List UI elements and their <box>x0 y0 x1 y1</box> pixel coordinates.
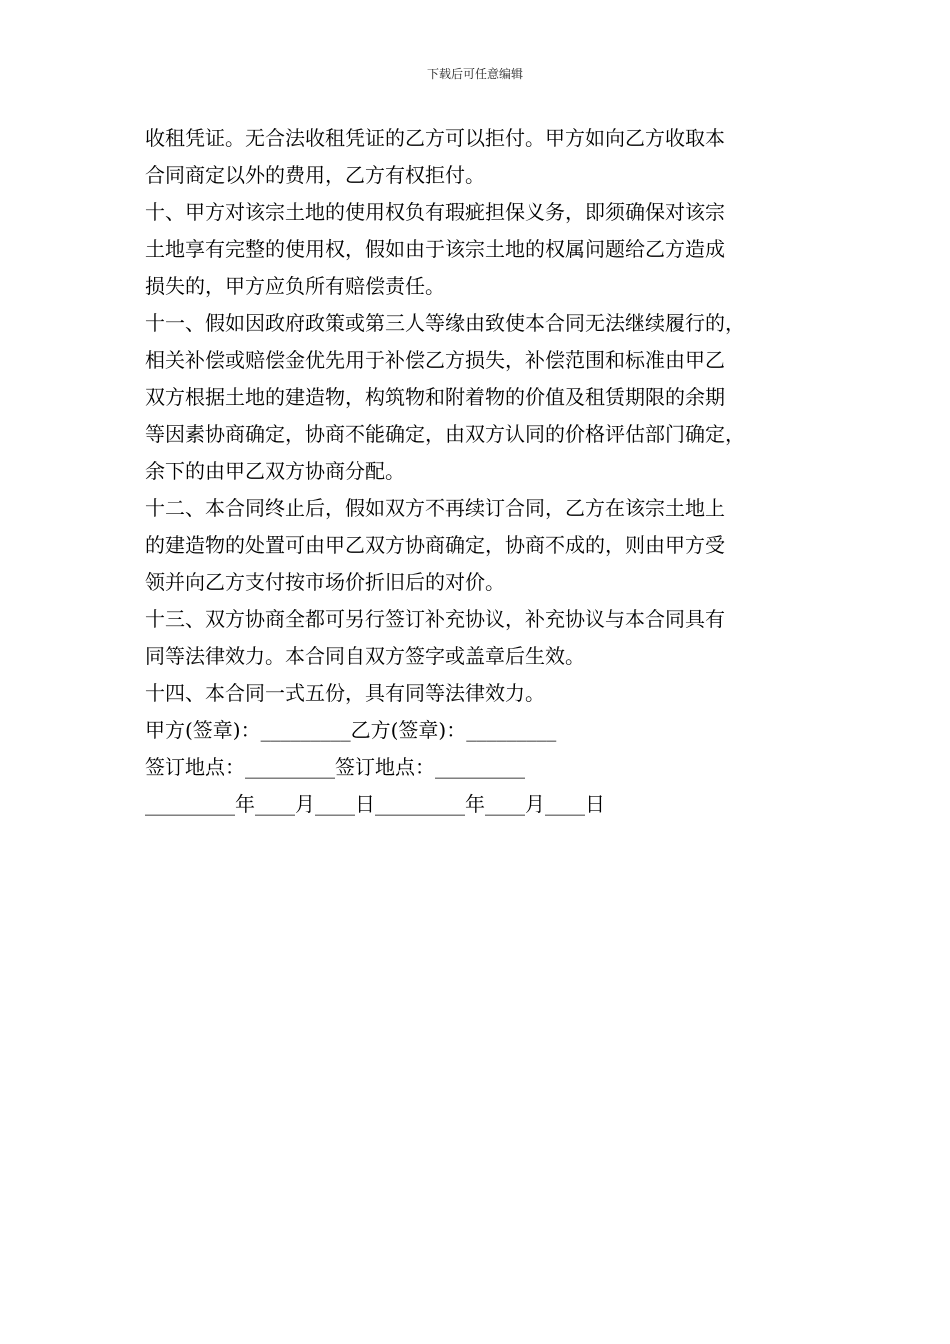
text-line: 土地享有完整的使用权，假如由于该宗土地的权属问题给乙方造成 <box>145 237 725 261</box>
signature-line: 甲方(签章)：_________乙方(签章)：_________ <box>145 718 557 742</box>
page-header-note: 下载后可任意编辑 <box>426 67 523 81</box>
contract-body <box>145 120 825 823</box>
text-line: 收租凭证。无合法收租凭证的乙方可以拒付。甲方如向乙方收取本 <box>145 126 725 150</box>
text-line: 余下的由甲乙双方协商分配。 <box>145 459 405 483</box>
text-line: 双方根据土地的建造物，构筑物和附着物的价值及租赁期限的余期 <box>145 385 725 409</box>
date-line: _________年____月____日_________年____月____日 <box>145 792 605 816</box>
clause-12: 十二、本合同终止后，假如双方不再续订合同，乙方在该宗土地上 <box>145 496 725 520</box>
clause-14: 十四、本合同一式五份，具有同等法律效力。 <box>145 681 545 705</box>
clause-13: 十三、双方协商全都可另行签订补充协议，补充协议与本合同具有 <box>145 607 725 631</box>
text-line: 合同商定以外的费用，乙方有权拒付。 <box>145 163 485 187</box>
text-line: 损失的，甲方应负所有赔偿责任。 <box>145 274 445 298</box>
text-line: 同等法律效力。本合同自双方签字或盖章后生效。 <box>145 644 585 668</box>
text-line: 相关补偿或赔偿金优先用于补偿乙方损失，补偿范围和标准由甲乙 <box>145 348 725 372</box>
signing-place-line: 签订地点：_________签订地点：_________ <box>145 755 525 779</box>
text-line: 的建造物的处置可由甲乙双方协商确定，协商不成的，则由甲方受 <box>145 533 725 557</box>
clause-11: 十一、假如因政府政策或第三人等缘由致使本合同无法继续履行的， <box>145 311 745 335</box>
clause-10: 十、甲方对该宗土地的使用权负有瑕疵担保义务，即须确保对该宗 <box>145 200 725 224</box>
text-line: 等因素协商确定，协商不能确定，由双方认同的价格评估部门确定， <box>145 422 745 446</box>
text-line: 领并向乙方支付按市场价折旧后的对价。 <box>145 570 505 594</box>
